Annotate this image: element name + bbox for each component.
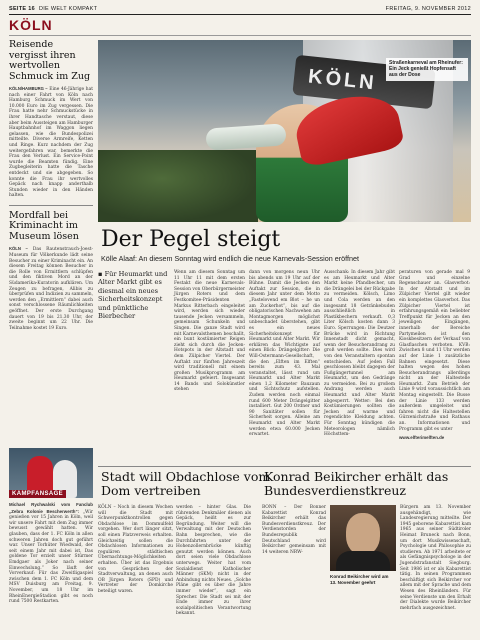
article-body-kriminacht: KÖLN – Das Rautenstrauch-Joest-Museum für Völkerkunde lädt seine Besucher zu einer Kriminacht ein. An diesem Freitag können Besucher in die Rolle von Ermittlern schlüpfen und den fiktiven Mord an der Südamerika-Kuratorin aufklären. Um Zeugen zu befragen, Alibis zu überprüfen und Indizien zu sammeln, werden den „Ermittlern“ dabei auch sonst verschlossene Räumlichkeiten geöffnet. Der erste Durchgang dauert von 19 bis 21.30 Uhr, der zweite beginnt um 22 Uhr. Die Teilnahme kostet 19 Euro.	[9, 246, 93, 331]
portrait-shirt	[336, 551, 390, 571]
article-headline-kriminacht: Mordfall bei Kriminacht im Museum lösen	[9, 209, 79, 242]
beikircher-column-1: BONN – Der Bonner Kabarettist Konrad Beikircher erhält das Bundesverdienstkreuz. Der Verdienstorden der Bundesrepublik Deutschland wird Beikircher gemeinsam mit 14 weiteren NRW-	[262, 505, 326, 555]
publication-name: DIE WELT KOMPAKT	[38, 6, 98, 12]
bottom-divider	[98, 466, 471, 467]
sport-author: Michael Rychwalski vom Fanclub „Zebra Kolonie Bescherwerth“:	[9, 502, 93, 514]
photo-caption: Straßenkarneval am Rheinufer: Ein Jeck genießt Hopfensaft aus der Dose	[386, 58, 468, 81]
main-column-1: Wenn am diesem Sonntag um 11 Uhr 11 mit dem ersten Festakt die neue Karnevals-Session von Oberbürgermeister Jürgen Roters und dem Festkomitee-Präsidenten Markus Ritterbach eingeleitet wird, werden sich wieder tausende Jecken versammeln, gemeinsam Schunkeln und Singen. Die ganze Stadt wird mit Karnevalsthemen beschallt, ein bunt kostümierter Reigen zieht sich durch die Jecken-Hotspots in der Altstadt und dem Zülpicher Viertel. Der Auftakt zur fünften Jahreszeit wird traditionell mit einem großen Musikprogramm am Heumarkt gefeiert. Insgesamt 14 Bands und Solokünstler stehen	[174, 270, 245, 393]
photo-sign-text: KÖLN	[307, 65, 378, 95]
beikircher-portrait	[330, 505, 396, 571]
photo-foliage	[98, 150, 258, 222]
main-column-4: peraturen von gerade mal 9 Grad und einzelne Regenschauer an. Glasverbot: In der Altstadt und im Zülpicher Viertel gilt wieder ein komplettes Glasverbot. Das Zülpicher Viertel ist erfahrungsgemäß ein beliebter Treffpunkt für Jecken an den jeweiligen Eingängen, innerhalb der Bereiche Partymeilen ist den Kioskbesitzern der Verkauf von Glasflaschen verboten. KVB: Zwischen 8 und 11 Uhr werden auf der Linie 1 zusätzliche Bahnen eingesetzt. Diese halten wegen des hohen Besucherandrangs allerdings nicht an der Haltestelle Heumarkt. Zum Betrieb der Linie 9 wird voraussichtlich am Montag eingestellt. Die Busse der Linie 133 werden außerdem umgeleitet und fahren nicht die Haltestellen Gürzenichstraße und Rathaus an. Informationen und Programm gibt es unter www.elfterimelften.de	[399, 270, 470, 441]
portrait-face	[346, 513, 380, 555]
beikircher-column-2: Bürgern am 13. November ausgehändigt, wie Landesregierung mitteilte. Der 1945 geborene Kabarettist kam 1965 aus seiner Südtiroler Heimat Bruneck nach Bonn, um dort Musikwissenschaft, Psychologie und Philosophie zu studieren. Ab 1971 arbeitete er als Gefängnispsychologe in der Jugendstrafanstalt Siegburg. Seit 1986 ist er als Kabarettist tätig. In seinen Programmen beschäftigt sich Beikircher vor allem mit der Sprache und dem Wesen des Rheinländers. Für seine Verdienste um den Erhalt der Dialekte wurde Beikircher mehrfach ausgezeichnet.	[400, 505, 471, 611]
column-divider	[9, 205, 93, 206]
main-column-2: dann von morgens neun Uhr bis abends um 19 Uhr auf der Bühne. Damit die Jecken den Auftakt zur Session, die in diesem Jahr unter dem Motto „Fastelovend em Blot – he un am Zuckerhot“, bis auf die obligatorischen Nachwehen am Montagmorgen möglichst unbeschadet überstehen, gibt es ein neues Sicherheitskonzept für Heumarkt und Alter Markt. Wir erklären das Wichtigste auf einen Blick: Drängelgitter: Die Will-Ostermann-Gesellschaft, die den „Elften im Elften“ bereits zum 43. Mal veranstaltet, lässt rund um Heumarkt und Alter Markt einen 1,2 Kilometer Bauzaun und Sichtschutz aufstellen. Zudem werden noch einmal rund 600 Meter Drängelgitter installiert. Gut 200 Ordner und 90 Sanitäter sollen für Sicherheit sorgen. Alleine am Heumarkt und Alter Markt werden etwa 60.000 Jecken erwartet.	[249, 270, 320, 438]
article-headline-schmuck: Reisende vergisst ihren wertvollen Schmuck im Zug	[9, 39, 91, 82]
sport-teaser-text	[9, 502, 93, 605]
left-column	[9, 40, 93, 331]
obdachlose-column-1: KÖLN – Noch in diesem Wochen will die Stadt mit Schwerpunktkontrollen gegen Obdachlose im Dommulfeld vorgehen. Wer dort länger sitzt, soll einen Platzverweis erhalten. Gleichzeitig sollen die Obdachlosen Informationen zu regulären städtischen Übernachtungs-Möglichkeiten erhalten. Über ist das Ergebnis von Gesprächen der Stadtverwaltung, an denen auch OB Jürgen Roters (SPD) und Vertreter der Domkirche beteiligt waren.	[98, 505, 173, 594]
sport-photo	[9, 448, 93, 498]
obdachlose-column-2: werden – hinter Glas. Die rührenden Denkmäler dienen als Gepäck, heißt es zur Begründung. Weiter will die Verwaltung mit der Deutschen Bahn besprechen, wie die Durchfahrten unter der Hohenzollernbrücke künftig genutzt werden können. Auch dort seien viele Obdachlose unterwegs. Weiter hat vom Sozialdienst Katholischer Männer (SKM) nicht in der Anbindung nichts Neues. „Solche Pläne gibt es über die Jahre immer wieder“, sagt ein Sprecher. Die Stadt sei mit der Ende immer zu ihrer sozialpolitischen Verantwortung bekannt.	[176, 505, 251, 617]
main-subheadline: Kölle Alaaf: An diesem Sonntag wird endlich die neue Karnevals-Session eröffnet	[101, 254, 359, 263]
issue-date: FREITAG, 9. NOVEMBER 2012	[385, 6, 471, 12]
main-headline: Der Pegel steigt	[101, 227, 281, 252]
article-headline-obdachlose: Stadt will Obdachlose vom Dom vertreiben	[101, 469, 271, 498]
main-teaser: ▪ Für Heumarkt und Alter Markt gibt es diesmal ein neues Sicherheitskonzept und pünktliche Bierbecher	[98, 270, 168, 321]
page-number: SEITE 16	[9, 6, 35, 12]
page-header	[9, 5, 471, 15]
main-column-3: Ausschank: In diesem Jahr gibt es am Heumarkt und Alter Markt keine Pfandbecher, um die Drängelei bei der Rückgabe zu vermeiden. Kölsch, Limo und Cola werden an den insgesamt 18 Getränkebuden ausschließlich in Plastikbechern verkauft. 0,3 Liter Kölsch kosten dann 3 Euro. Sperrungen: Die Deutzer Brücke wird in Richtung Innenstadt dicht gemacht, wenn der Besucherandrang zu groß werden sollte. Dies wird von den Veranstaltern spontan entschieden. Auf jeden Fall geschlossen bleibt dagegen der Fußgängertunnel am Heumarkt, um den Gedränge zu vermeiden. Bei zu großem Andrang werden auch Heumarkt und Alter Markt abgesperrt. Wetter: Bei den Kostümierungen sollten die Jecken auf warme und regendichte Kleidung achten. Für Sonntag kündigen die Meteorologen nämlich Höchsttem-	[324, 270, 395, 438]
sport-label: KAMPFANSAGE	[9, 490, 66, 498]
portrait-caption: Konrad Beikircher wird am 13. November geehrt	[330, 574, 389, 585]
section-divider	[9, 35, 471, 36]
section-title: KÖLN	[9, 17, 53, 33]
article-body-schmuck: KÖLN/HAMBURG – Eine 46-Jährige hat nach einer Fahrt von Köln nach Hamburg Schmuck im Wert von 10.000 Euro im Zug vergessen. Die Frau hatte nehr Schmuckstücke in ihrer Handtasche verstaut, diese aber beim Aussteigen am Hamburger Hauptbahnhof im Waggon liegen gelassen, wie die Bundespolizei mitteilte. Diverse Armreife, Ketten und Ringe. Kurz nachdem der Zug weitergefahren war, bemerkte die Frau den Verlust. Ein Service-Point wurde die Beamten fündig. Eine Zugbegleiterin hatte die Tasche entdeckt und sie abgegeben. So konnte die Frau ihr wertvolles Gepäck nach knapp anderthalb Stunden wieder in den Händen halten.	[9, 86, 93, 199]
sport-body: „Wir genießen vor 15 Jahren in Köln, weil wir unsere Fahrt mit dem Zug immer bewusst gewählt hatten. Wir glauben, dass der 1. FC Köln in allen schweren Jahren doch gut geführt war. Unser Torhüter Wiedwald, der seit einem Jahr mit dabei ist, Das goldene Tor erzielt unser Stürmer Emdgaer als Joker nach seiner Einwechslung.“ So läuft der Vorverkauf: Für das Zweitligaspiel zwischen dem 1. FC Köln und dem MSV Duisburg am Freitag, 9. November, um 18 Uhr im RheinEnergieStadion gibt es noch rund 7500 Restkarten.	[9, 509, 93, 605]
web-link[interactable]: www.elfterimelften.de	[399, 435, 445, 441]
article-headline-beikircher: Konrad Beikircher erhält das Bundesverdienstkreuz	[264, 469, 449, 498]
